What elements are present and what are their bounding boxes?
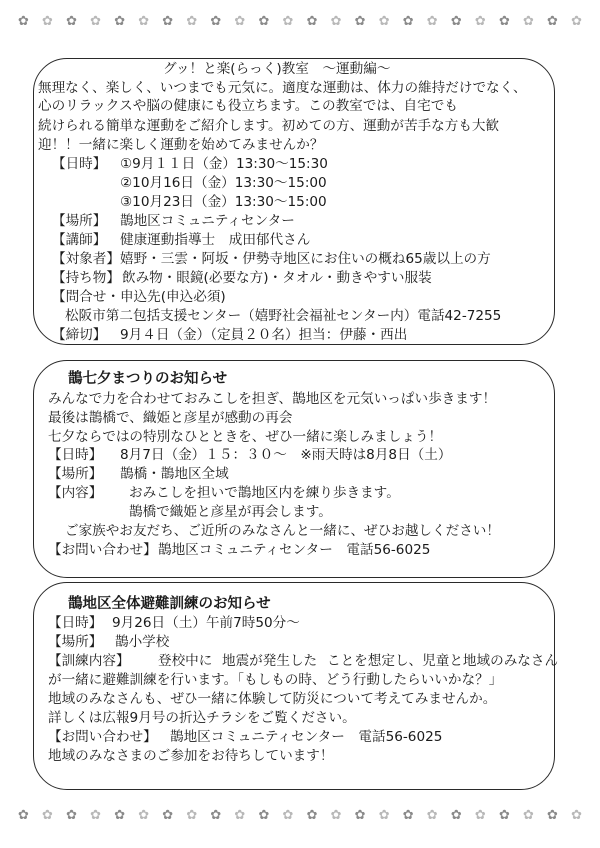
items-value: 飲み物・眼鏡(必要な方)・タオル・動きやすい服装 [122, 270, 432, 286]
flower-icon: ✿ [498, 13, 510, 29]
tanabata-contact-label: 【お問い合わせ】 [48, 542, 157, 558]
flower-icon: ✿ [306, 13, 318, 29]
flower-icon: ✿ [186, 807, 198, 823]
lecturer-label: 【講師】 [52, 232, 107, 248]
items-label: 【持ち物】 [52, 270, 120, 286]
flower-icon: ✿ [282, 807, 294, 823]
tanabata-date: 8月7日（金）１５：３０～ ※雨天時は8月8日（土） [120, 447, 452, 463]
flower-icon: ✿ [450, 13, 462, 29]
tanabata-line-2: 最後は鵲橋で、織姫と彦星が感動の再会 [48, 410, 293, 426]
flower-icon: ✿ [426, 807, 438, 823]
flower-icon: ✿ [90, 807, 102, 823]
flower-icon: ✿ [522, 13, 534, 29]
drill-content-1a: 登校中に [158, 653, 213, 669]
target-value: 嬉野・三雲・阿坂・伊勢寺地区にお住いの概ね65歳以上の方 [120, 251, 491, 267]
tanabata-content-2: 鵲橋で織姫と彦星が再会します。 [129, 504, 332, 520]
tanabata-contact: 鵲地区コミュニティセンター 電話56-6025 [158, 542, 431, 558]
flower-icon: ✿ [547, 807, 558, 823]
flower-icon: ✿ [474, 13, 486, 29]
flower-icon: ✿ [234, 13, 246, 29]
flower-icon: ✿ [402, 13, 414, 29]
flower-icon: ✿ [234, 807, 246, 823]
tanabata-invite: ご家族やお友だち、ご近所のみなさんと一緒に、ぜひお越しください！ [65, 523, 500, 539]
date-3: ③10月23日（金）13:30～15:00 [120, 194, 327, 210]
tanabata-content-label: 【内容】 [48, 485, 103, 501]
intro-line-1: 無理なく、楽しく、いつまでも元気に。適度な運動は、体力の維持だけでなく、 [38, 80, 527, 96]
flower-icon: ✿ [378, 807, 390, 823]
flower-icon: ✿ [114, 807, 126, 823]
flower-icon: ✿ [66, 807, 77, 823]
flower-icon: ✿ [210, 807, 222, 823]
drill-content-2: が一緒に避難訓練を行います。「もしもの時、どう行動したらいいかな？」 [48, 672, 503, 688]
flower-icon: ✿ [330, 13, 342, 29]
flower-icon: ✿ [354, 807, 366, 823]
drill-place: 鵲小学校 [115, 634, 170, 650]
deadline-label: 【締切】 [52, 327, 107, 343]
tanabata-content-1: おみこしを担いで鵲地区内を練り歩きます。 [129, 485, 400, 501]
drill-date: 9月26日（土）午前7時50分～ [112, 615, 300, 631]
flower-icon: ✿ [426, 13, 438, 29]
tanabata-line-3: 七夕ならではの特別なひとときを、ぜひ一緒に楽しみましょう！ [48, 429, 443, 445]
drill-place-label: 【場所】 [48, 634, 103, 650]
flower-icon: ✿ [258, 807, 270, 823]
flower-icon: ✿ [210, 13, 222, 29]
place-value: 鵲地区コミュニティセンター [120, 213, 295, 229]
flower-icon: ✿ [18, 807, 29, 823]
flower-icon: ✿ [571, 807, 582, 823]
flower-icon: ✿ [547, 13, 558, 29]
drill-line-4: 詳しくは広報9月号の折込チラシをご覧ください。 [48, 710, 356, 726]
tanabata-place: 鵲橋・鵲地区全域 [120, 466, 229, 482]
drill-contact-label: 【お問い合わせ】 [48, 729, 157, 745]
tanabata-place-label: 【場所】 [48, 466, 103, 482]
contact-value: 松阪市第二包括支援センター（嬉野社会福祉センター内）電話42-7255 [65, 308, 502, 324]
flower-icon: ✿ [402, 807, 414, 823]
deadline-value: 9月４日（金）（定員２０名）担当：伊藤・西出 [120, 327, 408, 343]
flower-icon: ✿ [282, 13, 294, 29]
drill-line-3: 地域のみなさんも、ぜひ一緒に体験して防災について考えてみませんか。 [48, 691, 497, 707]
flower-icon: ✿ [330, 807, 342, 823]
flower-icon: ✿ [138, 807, 150, 823]
flower-icon: ✿ [571, 13, 582, 29]
tanabata-title: 鵲七夕まつりのお知らせ [68, 371, 228, 387]
top-flower-border [18, 10, 582, 32]
date-1: ①9月１１日（金）13:30～15:30 [120, 156, 328, 172]
flower-icon: ✿ [186, 13, 198, 29]
flower-icon: ✿ [66, 13, 77, 29]
flower-icon: ✿ [450, 807, 462, 823]
flower-icon: ✿ [474, 807, 486, 823]
drill-closing: 地域のみなさまのご参加をお待ちしています！ [48, 748, 334, 764]
flower-icon: ✿ [162, 807, 174, 823]
intro-line-2: 心のリラックスや脳の健康にも役立ちます。この教室では、自宅でも [38, 98, 458, 114]
flower-icon: ✿ [162, 13, 174, 29]
drill-contact: 鵲地区コミュニティセンター 電話56-6025 [170, 729, 443, 745]
bottom-flower-border [18, 804, 582, 826]
drill-content-1b: 地震が発生した [222, 653, 318, 669]
exercise-class-title: グッ！と楽(らっく)教室 ～運動編～ [163, 61, 391, 77]
flower-icon: ✿ [378, 13, 390, 29]
drill-content-1c: ことを想定し、児童と地域のみなさん [327, 653, 559, 669]
flower-icon: ✿ [306, 807, 318, 823]
drill-content-label: 【訓練内容】 [48, 653, 130, 669]
drill-title: 鵲地区全体避難訓練のお知らせ [68, 596, 271, 612]
tanabata-line-1: みんなで力を合わせておみこしを担ぎ、鵲地区を元気いっぱい歩きます！ [48, 391, 497, 407]
flower-icon: ✿ [138, 13, 150, 29]
flower-icon: ✿ [18, 13, 29, 29]
flower-icon: ✿ [114, 13, 126, 29]
target-label: 【対象者】 [52, 251, 120, 267]
lecturer-value: 健康運動指導士 成田郁代さん [120, 232, 311, 248]
flower-icon: ✿ [354, 13, 366, 29]
intro-line-3: 続けられる簡単な運動をご紹介します。初めての方、運動が苦手な方も大歓 [38, 118, 500, 134]
date-2: ②10月16日（金）13:30～15:00 [120, 175, 327, 191]
drill-date-label: 【日時】 [48, 615, 103, 631]
flower-icon: ✿ [522, 807, 534, 823]
flower-icon: ✿ [42, 807, 53, 823]
flower-icon: ✿ [258, 13, 270, 29]
tanabata-date-label: 【日時】 [48, 447, 103, 463]
flower-icon: ✿ [498, 807, 510, 823]
intro-line-4: 迎！！一緒に楽しく運動を始めてみませんか？ [38, 137, 324, 153]
date-label: 【日時】 [52, 156, 107, 172]
flower-icon: ✿ [90, 13, 102, 29]
contact-label: 【問合せ・申込先(申込必須) [52, 289, 226, 305]
place-label: 【場所】 [52, 213, 107, 229]
flower-icon: ✿ [42, 13, 53, 29]
